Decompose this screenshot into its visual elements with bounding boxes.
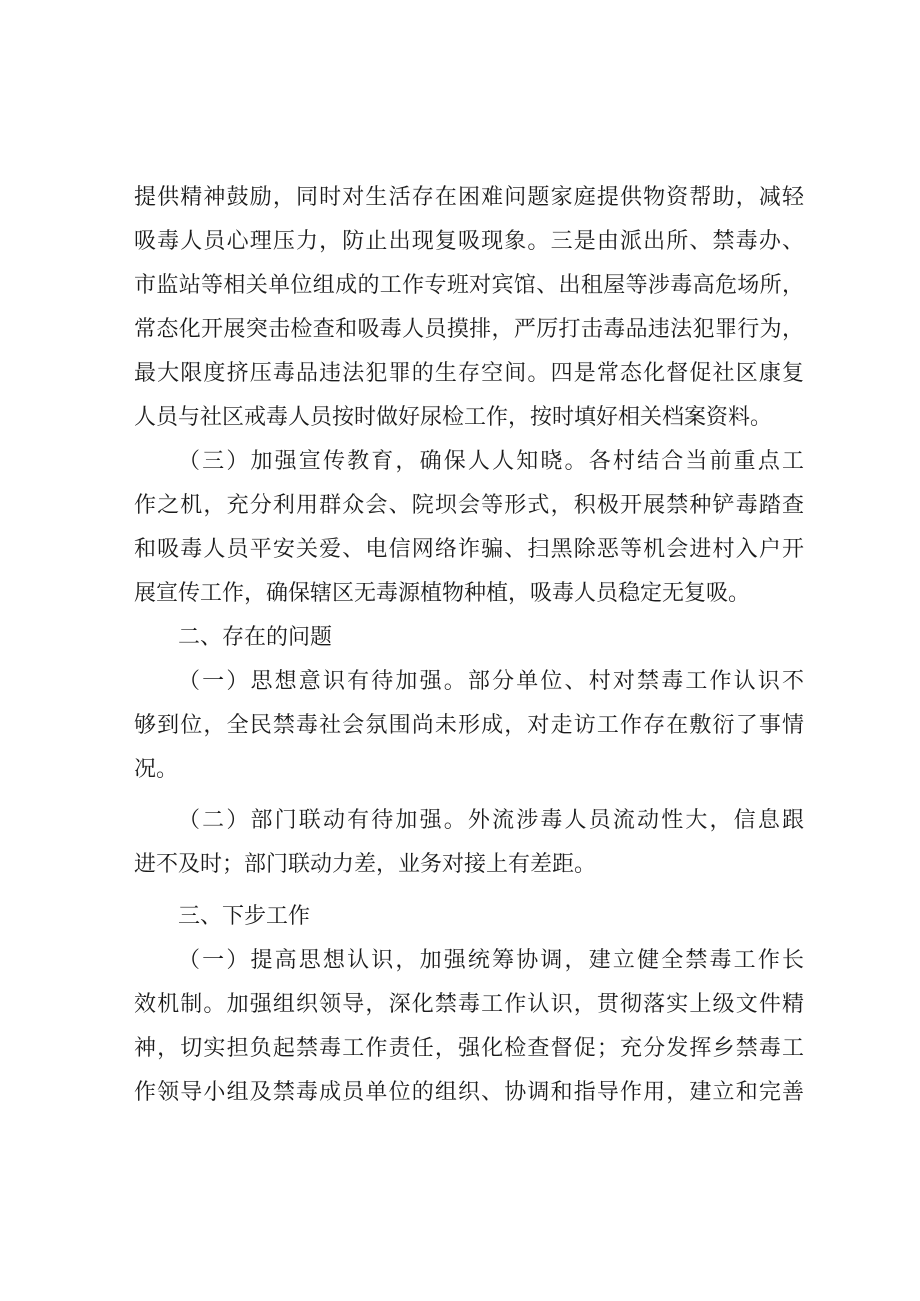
body-text-line: 神，切实担负起禁毒工作责任，强化检查督促；充分发挥乡禁毒工	[134, 1036, 804, 1061]
body-text-line: 作之机，充分利用群众会、院坝会等形式，积极开展禁种铲毒踏查	[134, 493, 804, 518]
body-text-line: 够到位，全民禁毒社会氛围尚未形成，对走访工作存在敷衍了事情	[134, 713, 804, 738]
body-text-line: 常态化开展突击检查和吸毒人员摸排，严厉打击毒品违法犯罪行为，	[134, 317, 804, 342]
body-text-line: 作领导小组及禁毒成员单位的组织、协调和指导作用，建立和完善	[134, 1080, 804, 1105]
paragraph-first-line: （二）部门联动有待加强。外流涉毒人员流动性大，信息跟	[178, 808, 804, 833]
body-text-line: 最大限度挤压毒品违法犯罪的生存空间。四是常态化督促社区康复	[134, 361, 804, 386]
section-heading: 三、下步工作	[178, 904, 311, 929]
section-heading: 二、存在的问题	[178, 625, 333, 650]
body-text-line: 展宣传工作，确保辖区无毒源植物种植，吸毒人员稳定无复吸。	[134, 581, 751, 606]
paragraph-first-line: （一）思想意识有待加强。部分单位、村对禁毒工作认识不	[178, 669, 804, 694]
paragraph-first-line: （一）提高思想认识，加强统筹协调，建立健全禁毒工作长	[178, 948, 804, 973]
paragraph-first-line: （三）加强宣传教育，确保人人知晓。各村结合当前重点工	[178, 449, 804, 474]
body-text-line: 吸毒人员心理压力，防止出现复吸现象。三是由派出所、禁毒办、	[134, 229, 804, 254]
body-text-line: 进不及时；部门联动力差，业务对接上有差距。	[134, 852, 597, 877]
body-text-line: 和吸毒人员平安关爱、电信网络诈骗、扫黑除恶等机会进村入户开	[134, 537, 804, 562]
body-text-line: 市监站等相关单位组成的工作专班对宾馆、出租屋等涉毒高危场所，	[134, 273, 804, 298]
body-text-line: 况。	[134, 757, 179, 782]
body-text-line: 人员与社区戒毒人员按时做好尿检工作，按时填好相关档案资料。	[134, 405, 773, 430]
body-text-line: 提供精神鼓励，同时对生活存在困难问题家庭提供物资帮助，减轻	[134, 185, 804, 210]
body-text-line: 效机制。加强组织领导，深化禁毒工作认识，贯彻落实上级文件精	[134, 992, 804, 1017]
